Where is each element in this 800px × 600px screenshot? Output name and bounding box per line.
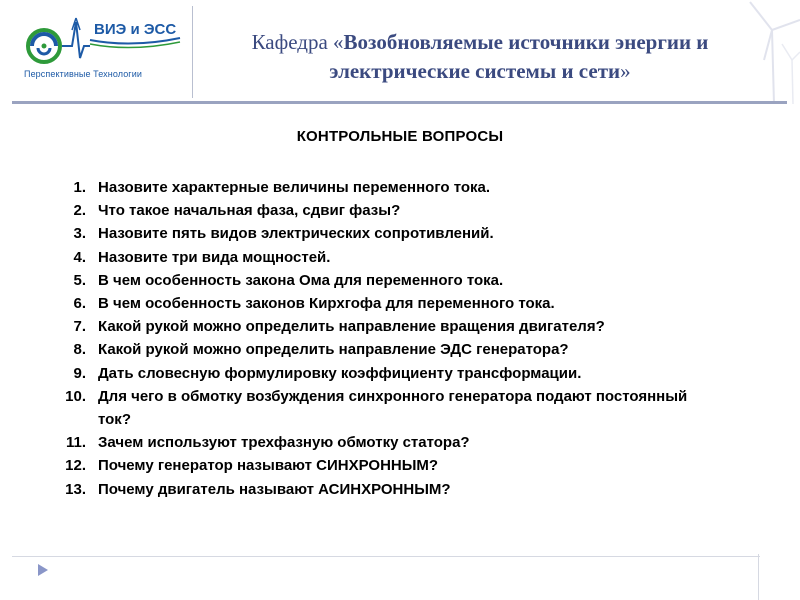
question-text: Назовите три вида мощностей. xyxy=(98,248,331,266)
list-item xyxy=(36,269,776,292)
question-text: Какой рукой можно определить направление ЭДС генератора? xyxy=(98,341,569,359)
question-number: 7. xyxy=(73,318,86,336)
logo-caption: Перспективные Технологии xyxy=(24,69,142,79)
question-text: В чем особенность законов Кирхгофа для переменного тока. xyxy=(98,295,555,313)
question-text: Назовите характерные величины переменного тока. xyxy=(98,179,491,196)
list-item xyxy=(36,222,776,245)
list-item xyxy=(36,315,776,338)
question-number: 2. xyxy=(73,202,86,220)
logo-text: ВИЭ и ЭСС xyxy=(94,21,177,38)
questions-list xyxy=(36,176,776,501)
list-item xyxy=(36,246,776,269)
next-slide-arrow-icon[interactable] xyxy=(38,564,48,576)
title-line-1: Возобновляемые источники энергии и xyxy=(343,30,709,54)
question-number: 11. xyxy=(65,434,86,452)
list-item xyxy=(36,292,776,315)
question-number: 9. xyxy=(73,364,86,382)
question-text: В чем особенность закона Ома для переменного тока. xyxy=(98,271,504,289)
question-number: 5. xyxy=(73,271,86,289)
list-item xyxy=(36,385,776,431)
question-text: Почему двигатель называют АСИНХРОННЫМ? xyxy=(98,480,451,498)
question-text: Что такое начальная фаза, сдвиг фазы? xyxy=(98,202,401,220)
question-number: 8. xyxy=(73,341,86,359)
title-line-2: электрические системы и сети xyxy=(329,59,621,83)
list-item xyxy=(36,454,776,477)
footer-divider xyxy=(758,554,759,600)
list-item xyxy=(36,431,776,454)
logo-divider xyxy=(192,6,193,98)
slide-header xyxy=(0,0,800,104)
question-number: 6. xyxy=(73,295,86,313)
question-text: Какой рукой можно определить направление вращения двигателя? xyxy=(98,318,605,336)
list-item xyxy=(36,199,776,222)
question-number: 1. xyxy=(73,179,86,196)
title-prefix: Кафедра « xyxy=(251,30,344,54)
question-number: 4. xyxy=(73,248,86,266)
question-text: Дать словесную формулировку коэффициенту трансформации. xyxy=(98,364,582,382)
list-item xyxy=(36,176,776,199)
department-title xyxy=(200,28,760,86)
question-number: 10. xyxy=(65,387,86,405)
question-text: Назовите пять видов электрических сопротивлений. xyxy=(98,225,494,243)
question-number: 3. xyxy=(73,225,86,243)
swirl-wind-logo-icon xyxy=(28,30,60,62)
question-number: 12. xyxy=(65,457,86,475)
list-item xyxy=(36,338,776,361)
title-suffix: » xyxy=(620,59,631,83)
footer-rule xyxy=(12,556,760,557)
question-text: Почему генератор называют СИНХРОННЫМ? xyxy=(98,457,439,475)
question-text: Для чего в обмотку возбуждения синхронного генератора подают постоянный ток? xyxy=(98,387,688,429)
list-item xyxy=(36,362,776,385)
list-item xyxy=(36,478,776,501)
question-number: 13. xyxy=(65,480,86,498)
question-text: Зачем используют трехфазную обмотку статора? xyxy=(98,434,470,452)
page-title: КОНТРОЛЬНЫЕ ВОПРОСЫ xyxy=(296,128,504,145)
wind-turbine-icon xyxy=(720,0,800,104)
header-rule xyxy=(12,101,787,104)
